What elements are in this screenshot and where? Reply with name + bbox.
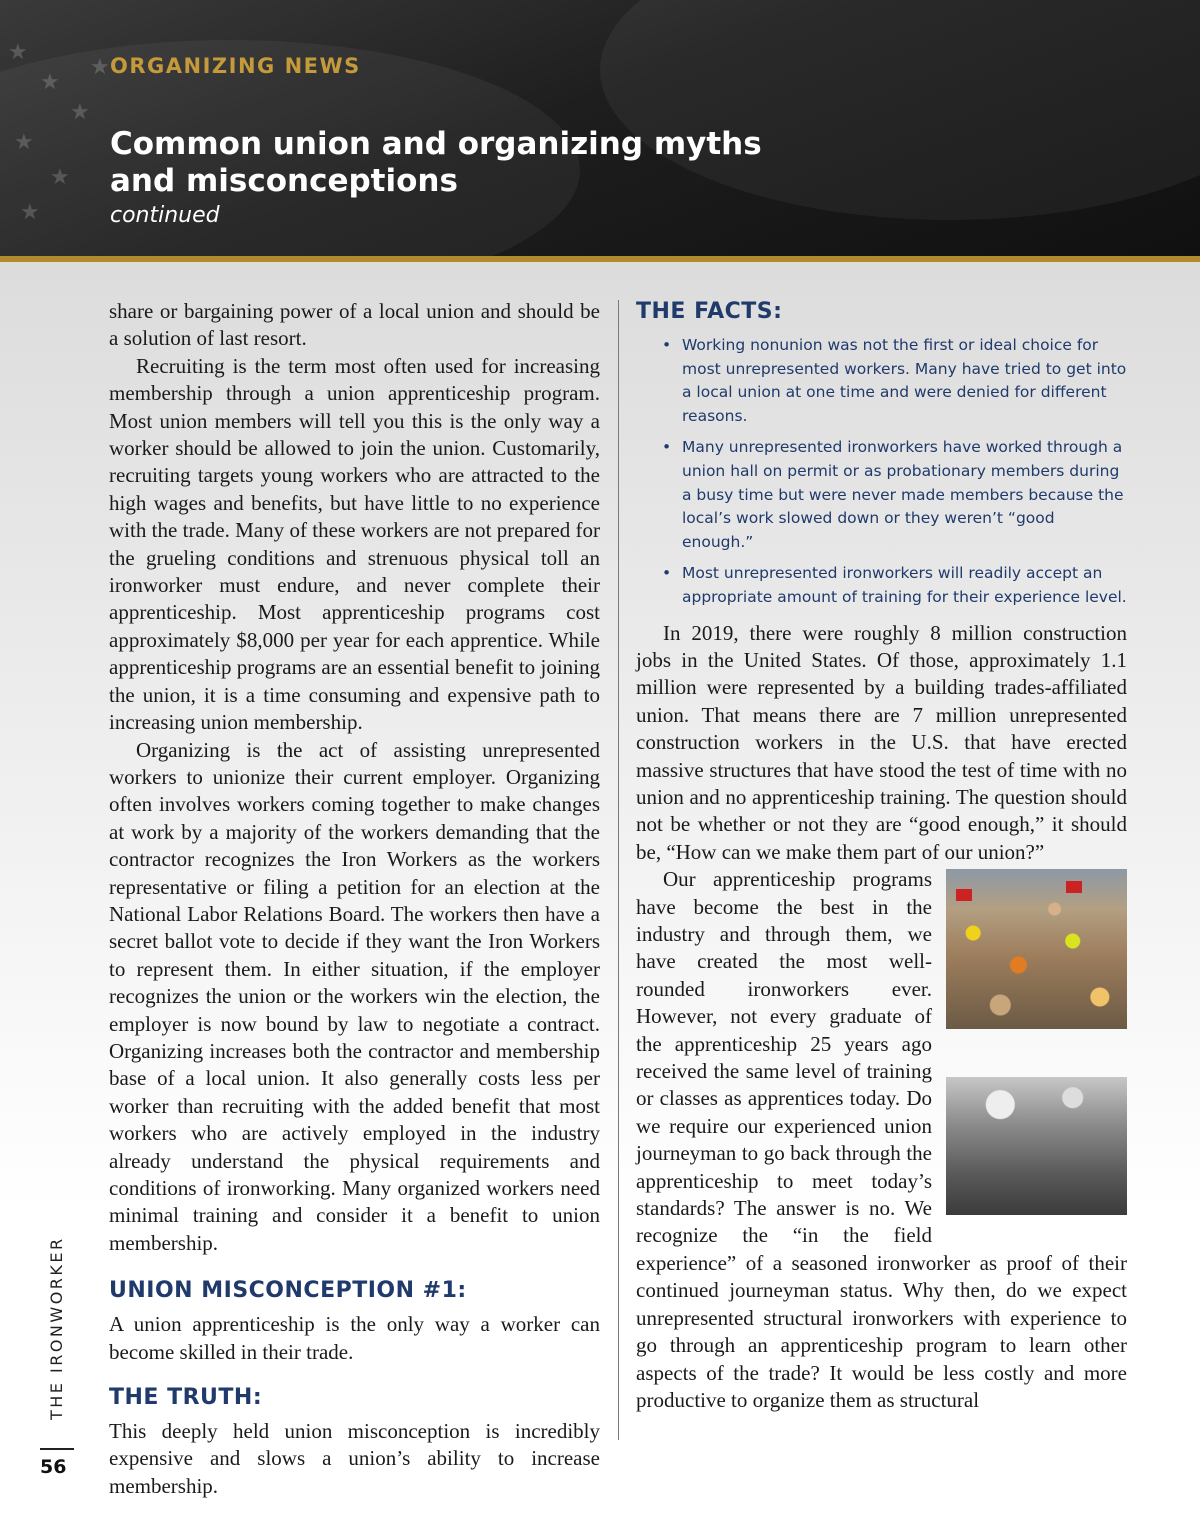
publication-name: THE IRONWORKER <box>47 1236 66 1420</box>
star-icon: ★ <box>50 165 70 190</box>
folio-rule <box>40 1448 74 1450</box>
left-paragraph-3: Organizing is the act of assisting unrepresented workers to unionize their current employer. Organizing often involves workers coming together to make changes at work by a majority of the workers demanding that the contractor recognizes the Iron Workers as the workers representative or filing a petition for an election at the National Labor Relations Board. The workers then have a secret ballot vote to decide if they want the Iron Workers to represent them. In either situation, if the employer recognizes the union or the workers win the election, the employer is now bound by law to negotiate a contract. Organizing increases both the contractor and membership base of a local union. It also generally costs less per worker than recruiting with the added benefit that most workers who are actively employed in the industry already understand the physical requirements and conditions of ironworking. Many organized workers need minimal training and consider it a benefit to union membership. <box>109 737 600 1255</box>
left-column <box>109 298 600 1500</box>
truth-text: This deeply held union misconception is incredibly expensive and slows a union’s ability to increase membership. <box>109 1419 600 1498</box>
facts-list <box>636 334 1127 610</box>
facts-heading: THE FACTS: <box>636 299 783 324</box>
article-subtitle: continued <box>110 203 220 228</box>
misconception-heading: UNION MISCONCEPTION #1: <box>109 1278 467 1304</box>
article-title <box>110 126 762 200</box>
left-paragraph-2: Recruiting is the term most often used for increasing membership through a union apprenticeship program. Most union members will tell you this is the only way a worker should be allowed to join the union. Customarily, recruiting targets young workers who are attracted to the high wages and benefits, but have little to no experience with the trade. Many of these workers are not prepared for the grueling conditions and strenuous physical toll an ironworker must endure, and never complete their apprenticeship. Most apprenticeship programs cost approximately $8,000 per year for each apprentice. While apprenticeship programs are an essential benefit to joining the union, it is a time consuming and expensive path to increasing union membership. <box>109 353 600 735</box>
protest-sign <box>1066 881 1082 893</box>
star-icon: ★ <box>70 100 90 125</box>
title-line-1: Common union and organizing myths <box>110 126 762 162</box>
misconception-text: A union apprenticeship is the only way a worker can become skilled in their trade. <box>109 1312 600 1364</box>
fact-item: • Many unrepresented ironworkers have worked through a union hall on permit or as probationary members during a busy time but were never made members because the local’s work slowed down or they weren’t “good enough.” <box>636 436 1127 554</box>
protest-sign <box>956 889 972 901</box>
right-paragraph-2: Our apprenticeship programs have become the best in the industry and through them, we have created the most well-rounded ironworkers ever. However, not every graduate of the apprenticeship 25 years ago received the same level of training or classes as apprentices today. Do we require our experienced union journeyman to go back through the apprenticeship to meet today’s standards? The answer is no. We recognize the “in the field experience” of a seasoned ironworker as proof of their continued journeyman status. Why then, do we expect unrepresented structural ironworkers with experience to go through an apprenticeship program to learn other aspects of the trade? It would be less costly and more productive to organize them as structural <box>636 867 1127 1412</box>
section-kicker: ORGANIZING NEWS <box>110 54 361 78</box>
star-icon: ★ <box>20 200 40 225</box>
historic-rally-photo <box>946 1077 1127 1215</box>
fact-item: • Working nonunion was not the first or ideal choice for most unrepresented workers. Many have tried to get into a local union at one time and were denied for different reasons. <box>636 334 1127 428</box>
truth-heading: THE TRUTH: <box>109 1385 263 1411</box>
star-icon: ★ <box>90 55 110 80</box>
left-paragraph-1: share or bargaining power of a local union and should be a solution of last resort. <box>109 299 600 351</box>
column-divider <box>618 300 619 1440</box>
right-column <box>636 298 1127 1414</box>
right-paragraph-1: In 2019, there were roughly 8 million construction jobs in the United States. Of those, approximately 1.1 million were represented by a building trades-affiliated union. That means there are 7 million unrepresented construction workers in the U.S. that have erected massive structures that have stood the test of time with no union and no apprenticeship training. The question should not be whether or not they are “good enough,” it should be, “How can we make them part of our union?” <box>636 620 1127 864</box>
star-icon: ★ <box>40 70 60 95</box>
page-number: 56 <box>40 1456 67 1478</box>
star-icon: ★ <box>14 130 34 155</box>
header-banner <box>0 0 1200 262</box>
crowd-photo <box>946 869 1127 1029</box>
fact-item: • Most unrepresented ironworkers will readily accept an appropriate amount of training for their experience level. <box>636 562 1127 609</box>
title-line-2: and misconceptions <box>110 163 458 199</box>
star-icon: ★ <box>8 40 28 65</box>
